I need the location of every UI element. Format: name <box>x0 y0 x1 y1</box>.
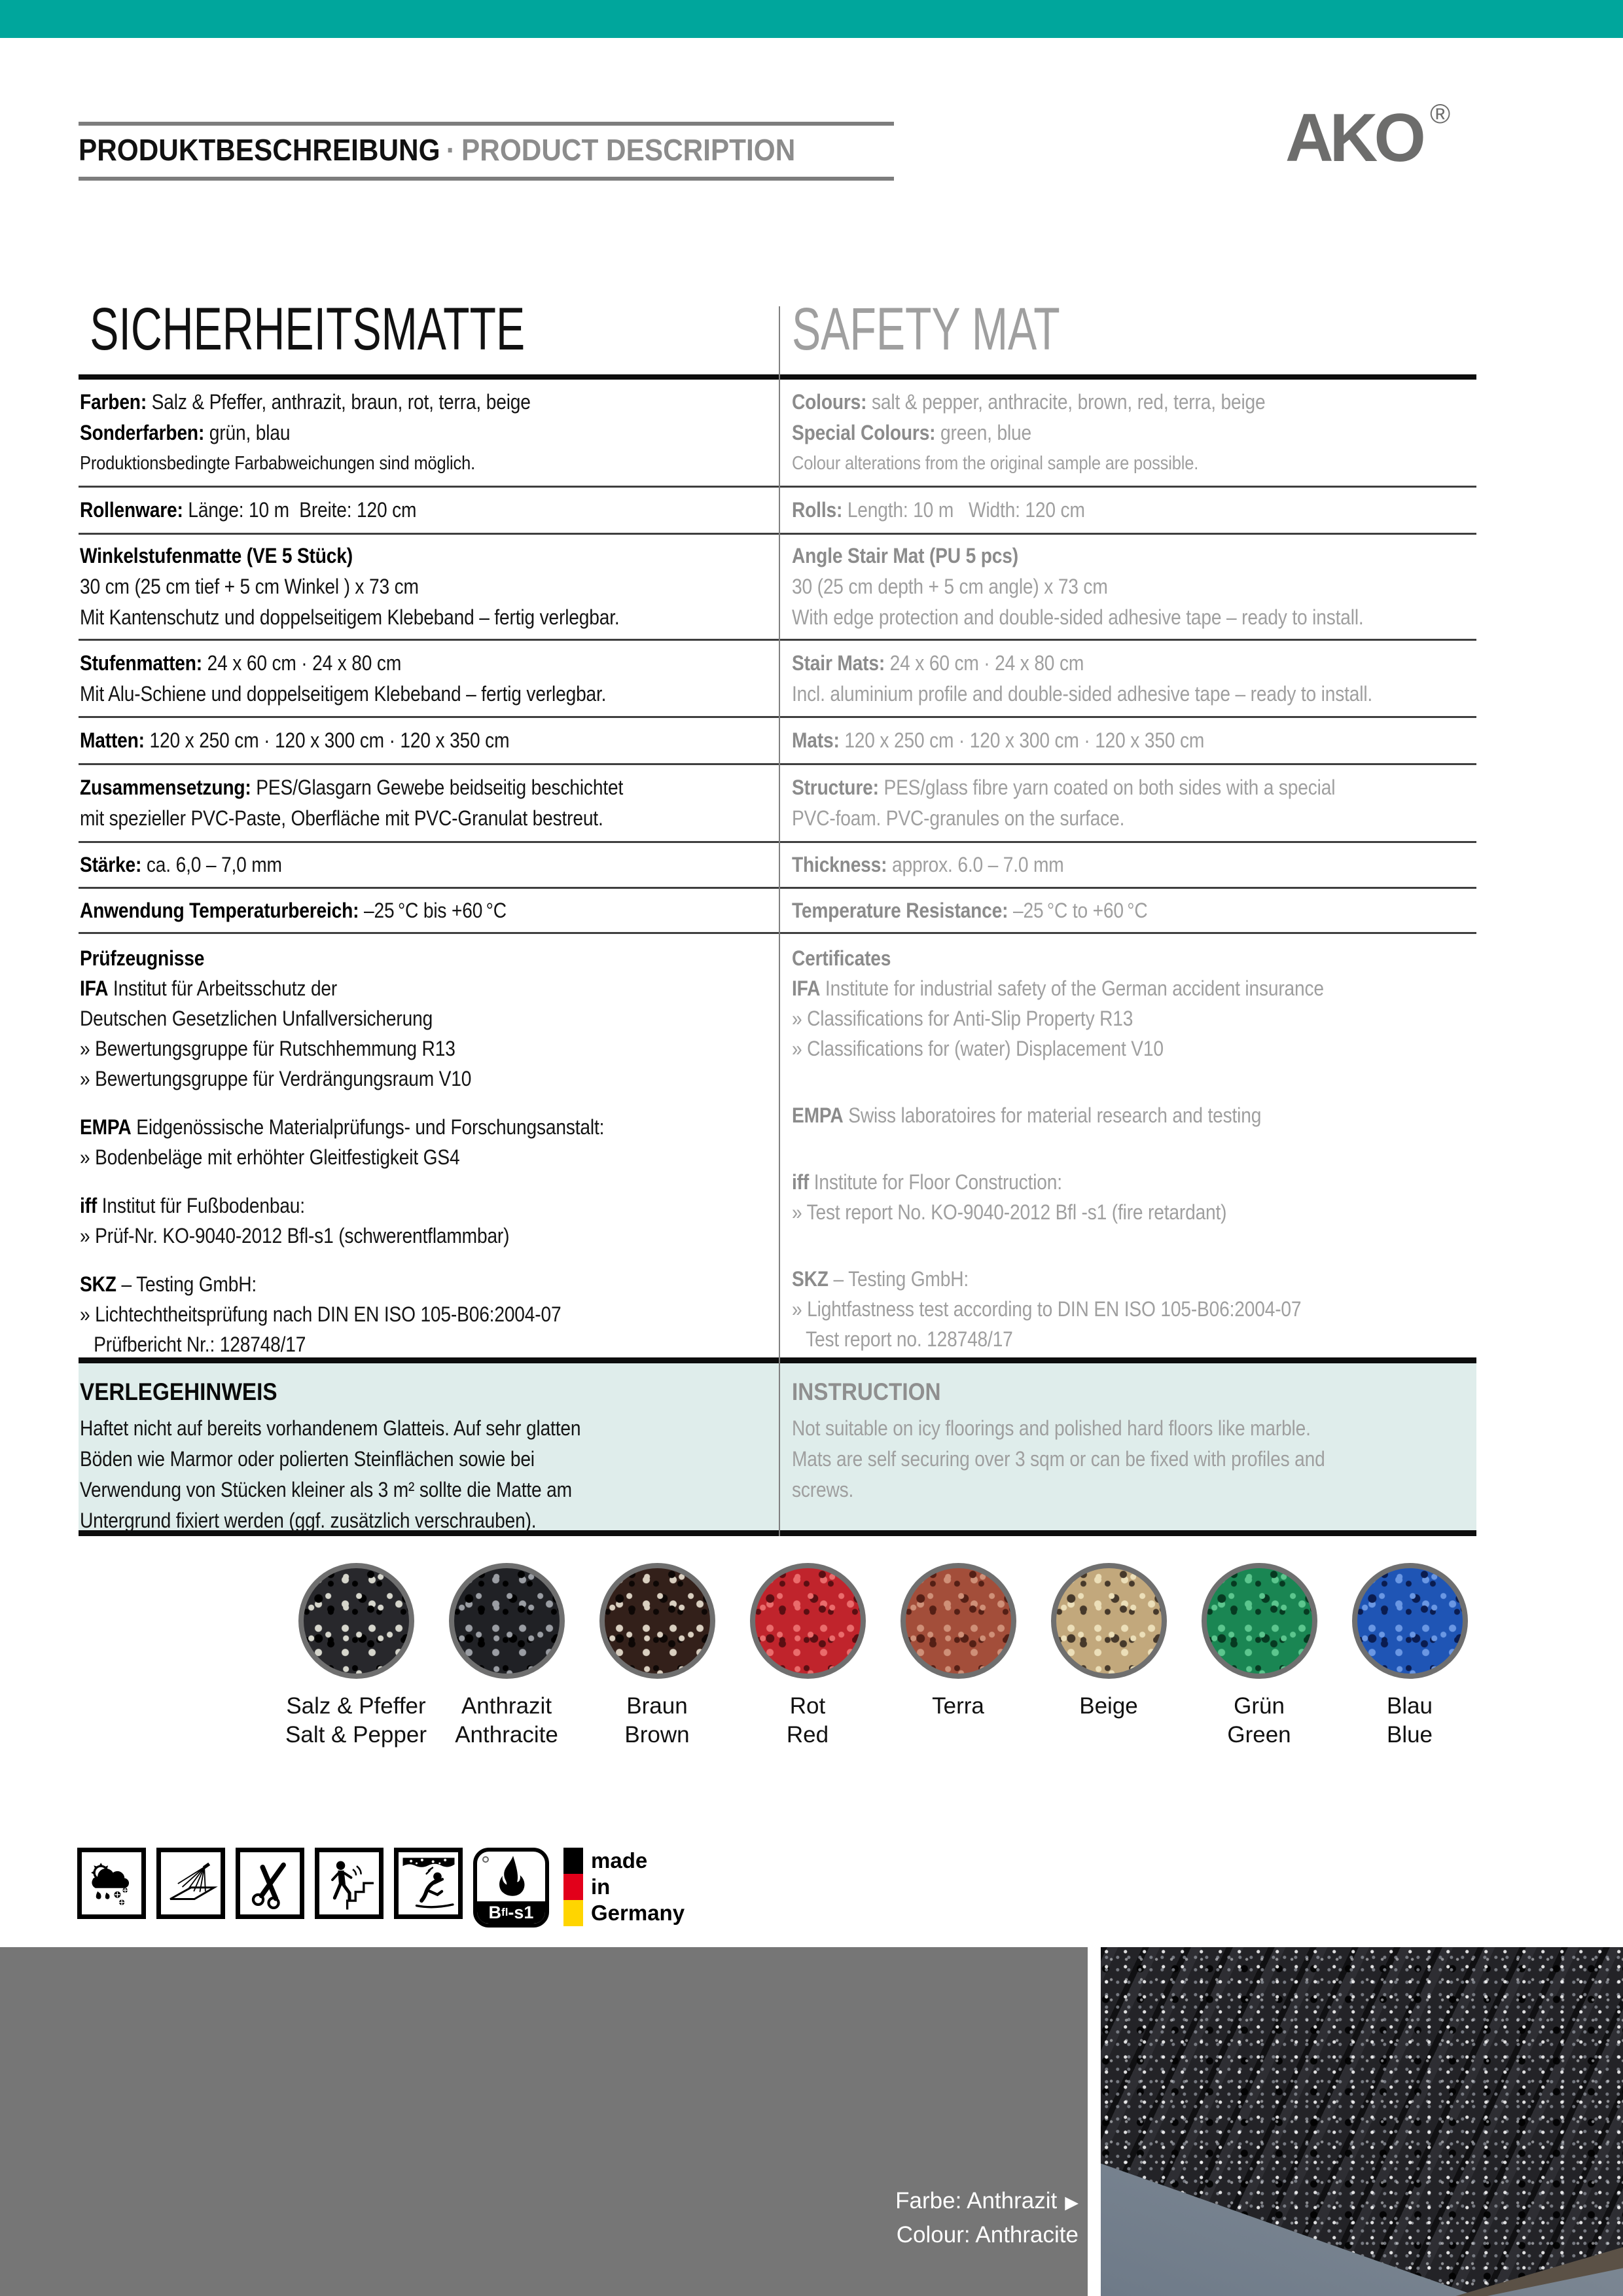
spec-line: Test report no. 128748/17 <box>806 1327 1013 1351</box>
spec-line: Prüfzeugnisse <box>80 946 205 970</box>
spec-row-rollenware <box>79 488 1476 535</box>
spec-line: » Bewertungsgruppe für Rutschhemmung R13 <box>80 1037 455 1060</box>
swatch-label: Grün <box>1234 1693 1285 1719</box>
anti-slip-snow-icon <box>394 1848 463 1919</box>
spec-row-staerke <box>79 843 1476 889</box>
spec-line: Rollenware: Länge: 10 m Breite: 120 cm <box>80 498 417 522</box>
swatch-label: Salt & Pepper <box>285 1722 427 1748</box>
header-separator: · <box>446 133 455 167</box>
slipping-person-icon <box>401 1855 456 1912</box>
swatch-label: Braun <box>626 1693 688 1719</box>
spec-line: iff Institute for Floor Construction: <box>792 1170 1062 1194</box>
instruction-body-de <box>80 1413 779 1536</box>
ako-logo-text: AKO <box>1285 100 1422 176</box>
spec-line: Stair Mats: 24 x 60 cm · 24 x 80 cm <box>792 651 1084 675</box>
spec-line: SKZ – Testing GmbH: <box>80 1272 257 1296</box>
spec-row-stufenmatten <box>79 641 1476 718</box>
swatch-6 <box>1034 1563 1183 1749</box>
flag-stripe <box>563 1874 583 1900</box>
made-in-line: Germany <box>591 1901 685 1925</box>
photo-caption <box>895 2185 1079 2251</box>
spec-cell-temperatur-en <box>779 889 1476 932</box>
spec-cell-stufenmatten-en <box>779 641 1476 716</box>
spec-line: 30 cm (25 cm tief + 5 cm Winkel ) x 73 cm <box>80 575 419 598</box>
spec-cell-matten-de <box>79 718 779 763</box>
spec-row-temperatur <box>79 889 1476 934</box>
washable-icon <box>156 1848 225 1919</box>
swatch-2 <box>432 1563 581 1749</box>
spec-line: Haftet nicht auf bereits vorhandenem Glatteis. Auf sehr glatten <box>80 1416 581 1440</box>
feature-icons-row <box>77 1848 685 1928</box>
spec-row-matten <box>79 718 1476 765</box>
spec-cell-winkelstufenmatte-en <box>779 535 1476 639</box>
instruction-cell-en <box>779 1363 1476 1536</box>
product-photo-anthracite-mat <box>1101 1947 1623 2296</box>
swatch-label: Beige <box>1079 1693 1138 1719</box>
spec-cell-stufenmatten-de <box>79 641 779 716</box>
spec-cell-farben-de <box>79 380 779 486</box>
spec-line: » Classifications for Anti-Slip Property R13 <box>792 1007 1133 1030</box>
made-in-germany-text <box>591 1848 685 1926</box>
spec-line: Zusammensetzung: PES/Glasgarn Gewebe beidseitig beschichtet <box>80 776 624 799</box>
product-title-de: SICHERHEITSMATTE <box>90 296 526 363</box>
swatch-5 <box>883 1563 1033 1749</box>
page-header <box>79 122 894 181</box>
spec-line: Not suitable on icy floorings and polished hard floors like marble. <box>792 1416 1311 1440</box>
swatch-image <box>1051 1563 1167 1679</box>
spec-line: Winkelstufenmatte (VE 5 Stück) <box>80 544 353 567</box>
spec-line: Incl. aluminium profile and double-sided adhesive tape – ready to install. <box>792 681 1373 706</box>
spec-line: Temperature Resistance: –25 °C to +60 °C <box>792 898 1148 922</box>
swatch-1 <box>281 1563 431 1749</box>
spec-line: screws. <box>792 1478 854 1501</box>
swatch-image <box>298 1563 414 1679</box>
instruction-body-en <box>792 1413 1476 1505</box>
swatch-label: Anthracite <box>455 1722 558 1748</box>
spec-line: » Lichtechtheitsprüfung nach DIN EN ISO 105-B06:2004-07 <box>80 1302 562 1326</box>
spec-line: Prüfbericht Nr.: 128748/17 <box>94 1333 306 1356</box>
spec-line: With edge protection and double-sided adhesive tape – ready to install. <box>792 605 1364 629</box>
scissors-icon <box>243 1855 298 1912</box>
spec-line: » Test report No. KO-9040-2012 Bfl -s1 (fire retardant) <box>792 1200 1227 1224</box>
spec-line: Produktionsbedingte Farbabweichungen sind möglich. <box>80 452 476 474</box>
header-title-en: PRODUCT DESCRIPTION <box>461 133 796 167</box>
stair-use-icon <box>315 1848 383 1919</box>
fire-classification-icon <box>473 1848 549 1928</box>
spec-cell-zusammensetzung-de <box>79 765 779 841</box>
made-in-line: made <box>591 1848 648 1873</box>
instruction-section <box>79 1363 1476 1536</box>
swatch-4 <box>733 1563 882 1749</box>
spec-line: Farben: Salz & Pfeffer, anthrazit, braun, rot, terra, beige <box>80 389 531 414</box>
swatch-7 <box>1185 1563 1334 1749</box>
spec-line: » Prüf-Nr. KO-9040-2012 Bfl-s1 (schwerentflammbar) <box>80 1224 510 1247</box>
header-title-de: PRODUKTBESCHREIBUNG <box>79 133 440 167</box>
swatch-8 <box>1335 1563 1484 1749</box>
spec-cell-staerke-en <box>779 843 1476 887</box>
spec-line: » Bewertungsgruppe für Verdrängungsraum V10 <box>80 1067 472 1090</box>
spec-line: Untergrund fixiert werden (ggf. zusätzlich verschrauben). <box>80 1509 537 1532</box>
spec-line: Sonderfarben: grün, blau <box>80 420 291 444</box>
spec-line: 30 (25 cm depth + 5 cm angle) x 73 cm <box>792 575 1108 598</box>
weather-icon <box>84 1855 139 1912</box>
spec-title-row <box>79 288 1476 380</box>
spec-line: Structure: PES/glass fibre yarn coated on both sides with a special <box>792 776 1336 799</box>
cuttable-icon <box>236 1848 304 1919</box>
spec-line: Rolls: Length: 10 m Width: 120 cm <box>792 498 1085 522</box>
spec-line: » Bodenbeläge mit erhöhter Gleitfestigkeit GS4 <box>80 1145 460 1169</box>
swatch-image <box>901 1563 1016 1679</box>
swatch-label: Rot <box>789 1693 826 1719</box>
spec-line-gap <box>792 1227 1394 1264</box>
mat-texture <box>1101 1947 1623 2296</box>
spec-line-gap <box>792 1064 1394 1100</box>
page-header-title <box>79 132 829 168</box>
spec-line: Mit Kantenschutz und doppelseitigem Klebeband – fertig verlegbar. <box>80 605 620 629</box>
spec-cell-zusammensetzung-en <box>779 765 1476 841</box>
stairs-person-icon <box>322 1855 377 1912</box>
instruction-cell-de <box>79 1363 779 1536</box>
bfl-s1-label: B fl -s1 <box>477 1899 545 1924</box>
spec-row-farben <box>79 380 1476 488</box>
swatch-label: Red <box>786 1722 829 1748</box>
water-spray-icon <box>164 1855 219 1912</box>
spec-line: Deutschen Gesetzlichen Unfallversicherung <box>80 1007 433 1030</box>
spec-line: Mats: 120 x 250 cm · 120 x 300 cm · 120 x 350 cm <box>792 728 1205 752</box>
spec-cell-rollenware-en <box>779 488 1476 533</box>
spec-line: EMPA Eidgenössische Materialprüfungs- und Forschungsanstalt: <box>80 1115 605 1139</box>
swatch-image <box>1202 1563 1317 1679</box>
instruction-heading-de: VERLEGEHINWEIS <box>80 1378 277 1405</box>
spec-line: Stufenmatten: 24 x 60 cm · 24 x 80 cm <box>80 651 402 675</box>
german-flag-icon <box>563 1848 583 1926</box>
spec-line: mit spezieller PVC-Paste, Oberfläche mit PVC-Granulat bestreut. <box>80 806 603 830</box>
spec-line: IFA Institute for industrial safety of the German accident insurance <box>792 977 1324 1000</box>
spec-line: » Lightfastness test according to DIN EN ISO 105-B06:2004-07 <box>792 1297 1302 1321</box>
flag-stripe <box>563 1848 583 1874</box>
product-title-en: SAFETY MAT <box>792 296 1060 363</box>
made-in-line: in <box>591 1874 611 1899</box>
spec-rows <box>79 380 1476 1363</box>
spec-cell-pruefzeugnisse-de <box>79 934 779 1359</box>
spec-line: Colour alterations from the original sample are possible. <box>792 452 1199 474</box>
spec-line: Thickness: approx. 6.0 – 7.0 mm <box>792 853 1064 876</box>
photo-left-gap <box>1088 1947 1101 2296</box>
spec-line: Colours: salt & pepper, anthracite, brown, red, terra, beige <box>792 389 1266 414</box>
top-teal-bar <box>0 0 1623 38</box>
spec-line: IFA Institut für Arbeitsschutz der <box>80 977 338 1000</box>
swatch-label: Terra <box>932 1693 984 1719</box>
column-divider <box>779 306 780 1536</box>
spec-row-pruefzeugnisse <box>79 934 1476 1363</box>
spec-line: Anwendung Temperaturbereich: –25 °C bis +60 °C <box>80 898 507 922</box>
swatch-image <box>599 1563 715 1679</box>
spec-line: Stärke: ca. 6,0 – 7,0 mm <box>80 853 282 876</box>
swatch-image <box>449 1563 565 1679</box>
spec-line: SKZ – Testing GmbH: <box>792 1267 969 1291</box>
swatch-label: Brown <box>624 1722 690 1748</box>
swatch-label: Salz & Pfeffer <box>286 1693 426 1719</box>
spec-line: Mit Alu-Schiene und doppelseitigem Klebeband – fertig verlegbar. <box>80 681 607 706</box>
spec-line: Special Colours: green, blue <box>792 420 1032 444</box>
spec-cell-rollenware-de <box>79 488 779 533</box>
weather-resistant-icon <box>77 1848 146 1919</box>
spec-table <box>79 288 1476 1536</box>
spec-cell-staerke-de <box>79 843 779 887</box>
swatch-label: Anthrazit <box>461 1693 552 1719</box>
spec-row-winkelstufenmatte <box>79 535 1476 641</box>
made-in-germany-badge <box>563 1848 685 1926</box>
spec-cell-winkelstufenmatte-de <box>79 535 779 639</box>
colour-swatches <box>281 1563 1484 1749</box>
caption-arrow-icon: ▶ <box>1065 2193 1079 2212</box>
flame-icon <box>486 1853 536 1903</box>
spec-cell-farben-en <box>779 380 1476 486</box>
swatch-label: Green <box>1227 1722 1291 1748</box>
spec-line: » Classifications for (water) Displacement V10 <box>792 1037 1164 1060</box>
swatch-image <box>1352 1563 1468 1679</box>
flag-stripe <box>563 1900 583 1926</box>
instruction-heading-en: INSTRUCTION <box>792 1378 941 1405</box>
spec-line: Mats are self securing over 3 sqm or can be fixed with profiles and <box>792 1447 1325 1471</box>
spec-row-zusammensetzung <box>79 765 1476 843</box>
spec-line-gap <box>792 1130 1394 1167</box>
registered-trademark-icon: ® <box>1430 98 1451 129</box>
photo-caption-de: Farbe: Anthrazit ▶ <box>895 2188 1079 2214</box>
spec-line: PVC-foam. PVC-granules on the surface. <box>792 806 1125 830</box>
spec-line-gap <box>80 1172 681 1191</box>
spec-line: iff Institut für Fußbodenbau: <box>80 1194 305 1217</box>
swatch-image <box>750 1563 866 1679</box>
spec-line: Certificates <box>792 946 891 970</box>
spec-line: Matten: 120 x 250 cm · 120 x 300 cm · 120 x 350 cm <box>80 728 510 752</box>
spec-line-gap <box>80 1094 681 1112</box>
swatch-3 <box>582 1563 732 1749</box>
ako-logo <box>1285 98 1451 177</box>
spec-line: Böden wie Marmor oder polierten Steinflächen sowie bei <box>80 1447 535 1471</box>
swatch-label: Blau <box>1386 1693 1433 1719</box>
swatch-label: Blue <box>1386 1722 1433 1748</box>
spec-line-gap <box>80 1251 681 1269</box>
spec-line: Angle Stair Mat (PU 5 pcs) <box>792 544 1018 567</box>
spec-cell-pruefzeugnisse-en <box>779 934 1476 1359</box>
spec-cell-temperatur-de <box>79 889 779 932</box>
spec-line: Verwendung von Stücken kleiner als 3 m² sollte die Matte am <box>80 1478 572 1501</box>
photo-caption-en: Colour: Anthracite <box>896 2222 1079 2248</box>
spec-cell-matten-en <box>779 718 1476 763</box>
spec-line: EMPA Swiss laboratoires for material research and testing <box>792 1103 1262 1127</box>
